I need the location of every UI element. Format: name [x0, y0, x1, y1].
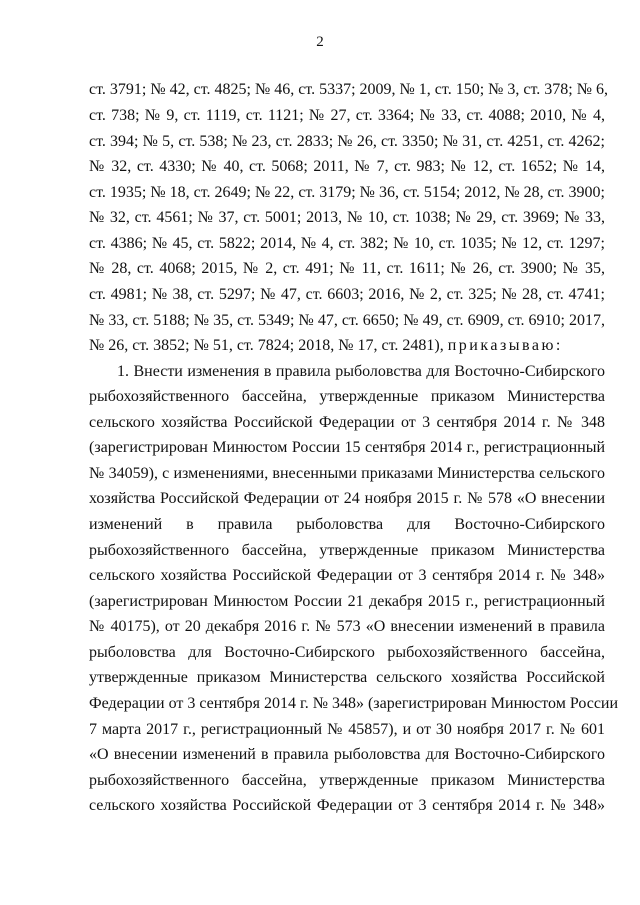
text-line: № 33, ст. 5188; № 35, ст. 5349; № 47, ст. 6650; № 49, ст. 6909, ст. 6910; 2017, [89, 312, 605, 329]
text-line: 7 марта 2017 г., регистрационный № 45857), и от 30 ноября 2017 г. № 601 [89, 721, 605, 738]
text-line: сельского хозяйства Российской Федерации от 3 сентября 2014 г. № 348 [89, 414, 605, 431]
text-line: рыбохозяйственного бассейна, утвержденные приказом Министерства [89, 388, 605, 405]
text-line: ст. 394; № 5, ст. 538; № 23, ст. 2833; № 26, ст. 3350; № 31, ст. 4251, ст. 4262; [89, 133, 605, 150]
text-line: «О внесении изменений в правила рыболовства для Восточно-Сибирского [89, 746, 605, 763]
text-line: ст. 3791; № 42, ст. 4825; № 46, ст. 5337; 2009, № 1, ст. 150; № 3, ст. 378; № 6, [89, 81, 609, 98]
text-line: сельского хозяйства Российской Федерации от 3 сентября 2014 г. № 348» [89, 567, 605, 584]
item-1-first-line: 1. Внести изменения в правила рыболовства для Восточно-Сибирского [117, 363, 605, 380]
order-word: приказываю: [447, 337, 563, 354]
text-line: утвержденные приказом Министерства сельского хозяйства Российской [89, 669, 605, 686]
text-line: рыбохозяйственного бассейна, утвержденные приказом Министерства [89, 772, 605, 789]
text-line: № 40175), от 20 декабря 2016 г. № 573 «О внесении изменений в правила [89, 618, 605, 635]
page-number: 2 [316, 34, 324, 50]
text-line: рыбохозяйственного бассейна, утвержденные приказом Министерства [89, 542, 605, 559]
final-reference-line [89, 336, 605, 356]
text-line: рыболовства для Восточно-Сибирского рыбохозяйственного бассейна, [89, 644, 605, 661]
text-line: изменений в правила рыболовства для Восточно-Сибирского [89, 516, 605, 533]
text-line: ст. 4981; № 38, ст. 5297; № 47, ст. 6603; 2016, № 2, ст. 325; № 28, ст. 4741; [89, 286, 605, 303]
text-line: ст. 4386; № 45, ст. 5822; 2014, № 4, ст. 382; № 10, ст. 1035; № 12, ст. 1297; [89, 235, 605, 252]
text-line: (зарегистрирован Минюстом России 21 декабря 2015 г., регистрационный [89, 593, 605, 610]
text-line: № 28, ст. 4068; 2015, № 2, ст. 491; № 11, ст. 1611; № 26, ст. 3900; № 35, [89, 260, 605, 277]
text-line: ст. 738; № 9, ст. 1119, ст. 1121; № 27, ст. 3364; № 33, ст. 4088; 2010, № 4, [89, 107, 605, 124]
text-line: № 34059), с изменениями, внесенными приказами Министерства сельского [89, 465, 605, 482]
text-line: хозяйства Российской Федерации от 24 ноября 2015 г. № 578 «О внесении [89, 490, 605, 507]
text-line: сельского хозяйства Российской Федерации от 3 сентября 2014 г. № 348» [89, 797, 605, 814]
text-line: Федерации от 3 сентября 2014 г. № 348» (зарегистрирован Минюстом России [89, 695, 619, 712]
final-reference-text: № 26, ст. 3852; № 51, ст. 7824; 2018, № 17, ст. 2481), [89, 337, 444, 354]
text-line: ст. 1935; № 18, ст. 2649; № 22, ст. 3179; № 36, ст. 5154; 2012, № 28, ст. 3900; [89, 184, 605, 201]
text-line: № 32, ст. 4561; № 37, ст. 5001; 2013, № 10, ст. 1038; № 29, ст. 3969; № 33, [89, 209, 605, 226]
text-line: (зарегистрирован Минюстом России 15 сентября 2014 г., регистрационный [89, 439, 605, 456]
text-line: № 32, ст. 4330; № 40, ст. 5068; 2011, № 7, ст. 983; № 12, ст. 1652; № 14, [89, 158, 605, 175]
